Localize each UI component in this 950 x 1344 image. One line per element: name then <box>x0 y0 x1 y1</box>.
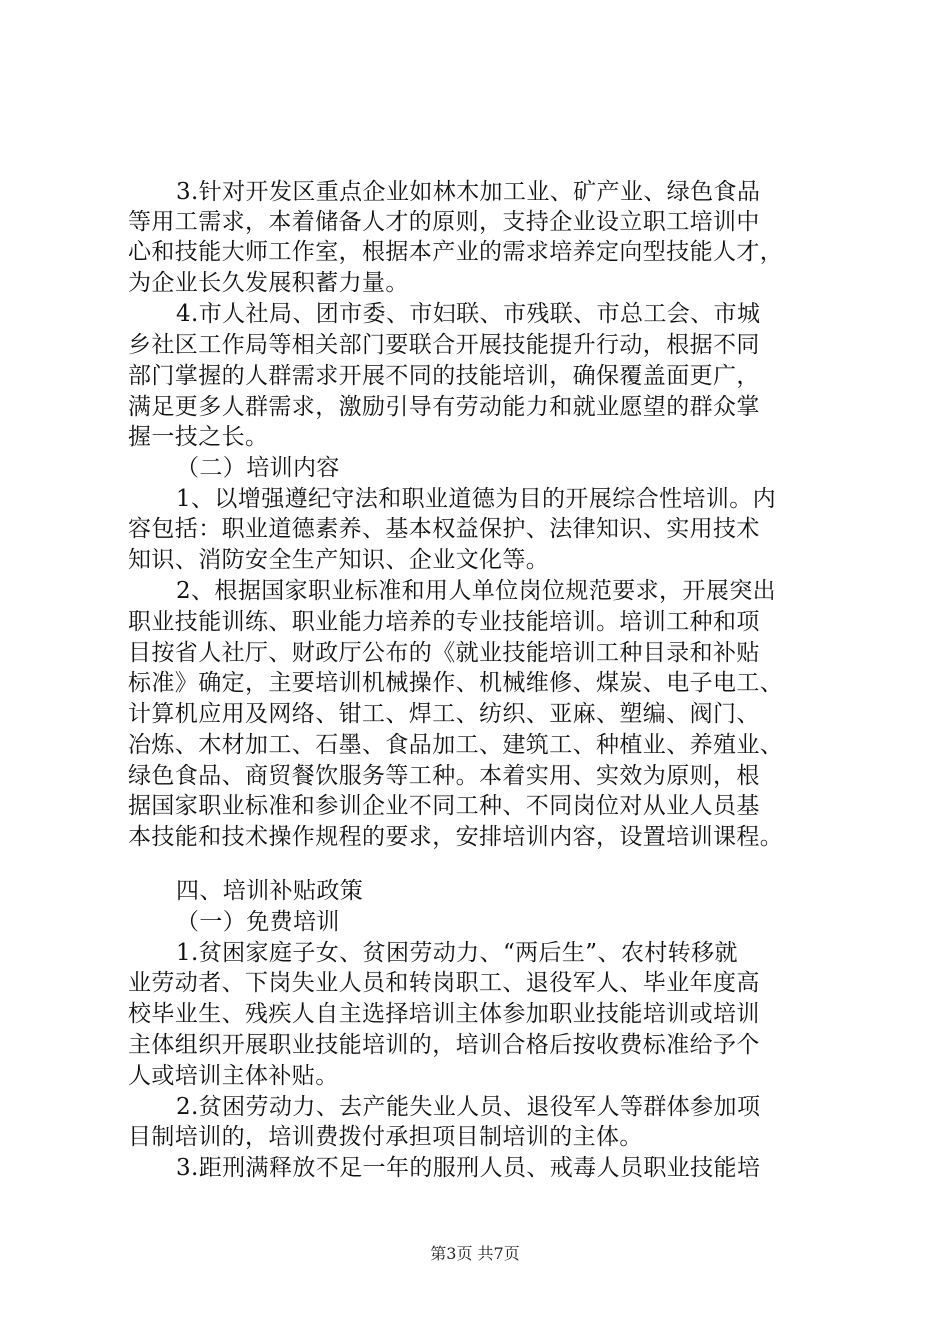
paragraph-line: 为企业长久发展积蓄力量。 <box>128 270 409 296</box>
paragraph-line: 2、根据国家职业标准和用人单位岗位规范要求，开展突出 <box>176 578 777 604</box>
section-heading: 四、培训补贴政策 <box>176 878 364 904</box>
section-heading: （二）培训内容 <box>176 455 340 481</box>
paragraph-line: 4.市人社局、团市委、市妇联、市残联、市总工会、市城 <box>176 301 761 327</box>
paragraph-line: 握一技之长。 <box>128 424 269 450</box>
paragraph-line: 计算机应用及网络、钳工、焊工、纺织、亚麻、塑编、阀门、 <box>128 701 760 727</box>
paragraph-line: 容包括：职业道德素养、基本权益保护、法律知识、实用技术 <box>128 516 760 542</box>
paragraph-line: 职业技能训练、职业能力培养的专业技能培训。培训工种和项 <box>128 609 760 635</box>
paragraph-line: 等用工需求，本着储备人才的原则，支持企业设立职工培训中 <box>128 209 760 235</box>
paragraph-line: 3.针对开发区重点企业如林木加工业、矿产业、绿色食品 <box>176 179 761 205</box>
paragraph-line: 乡社区工作局等相关部门要联合开展技能提升行动，根据不同 <box>128 332 760 358</box>
paragraph-line: 校毕业生、残疾人自主选择培训主体参加职业技能培训或培训 <box>128 1001 760 1027</box>
paragraph-line: 1.贫困家庭子女、贫困劳动力、“两后生”、农村转移就 <box>176 940 738 966</box>
paragraph-line: 本技能和技术操作规程的要求，安排培训内容，设置培训课程。 <box>128 824 784 850</box>
paragraph-line: 目按省人社厅、财政厅公布的《就业技能培训工种目录和补贴 <box>128 640 760 666</box>
paragraph-line: 业劳动者、下岗失业人员和转岗职工、退役军人、毕业年度高 <box>128 970 760 996</box>
subsection-heading: （一）免费培训 <box>176 909 340 935</box>
paragraph-line: 主体组织开展职业技能培训的，培训合格后按收费标准给予个 <box>128 1032 760 1058</box>
paragraph-line: 绿色食品、商贸餐饮服务等工种。本着实用、实效为原则，根 <box>128 763 760 789</box>
paragraph-line: 心和技能大师工作室，根据本产业的需求培养定向型技能人才， <box>128 239 784 265</box>
page-number-footer: 第3页 共7页 <box>430 1244 520 1263</box>
paragraph-line: 满足更多人群需求，激励引导有劳动能力和就业愿望的群众掌 <box>128 394 760 420</box>
paragraph-line: 标准》确定，主要培训机械操作、机械维修、煤炭、电子电工、 <box>128 670 784 696</box>
paragraph-line: 目制培训的，培训费拨付承担项目制培训的主体。 <box>128 1124 643 1150</box>
paragraph-line: 3.距刑满释放不足一年的服刑人员、戒毒人员职业技能培 <box>176 1155 761 1181</box>
paragraph-line: 冶炼、木材加工、石墨、食品加工、建筑工、种植业、养殖业、 <box>128 732 784 758</box>
paragraph-line: 1、以增强遵纪守法和职业道德为目的开展综合性培训。内 <box>176 486 777 512</box>
paragraph-line: 据国家职业标准和参训企业不同工种、不同岗位对从业人员基 <box>128 793 760 819</box>
paragraph-line: 知识、消防安全生产知识、企业文化等。 <box>128 547 550 573</box>
paragraph-line: 2.贫困劳动力、去产能失业人员、退役军人等群体参加项 <box>176 1094 761 1120</box>
paragraph-line: 部门掌握的人群需求开展不同的技能培训，确保覆盖面更广， <box>128 363 760 389</box>
paragraph-line: 人或培训主体补贴。 <box>128 1063 339 1089</box>
